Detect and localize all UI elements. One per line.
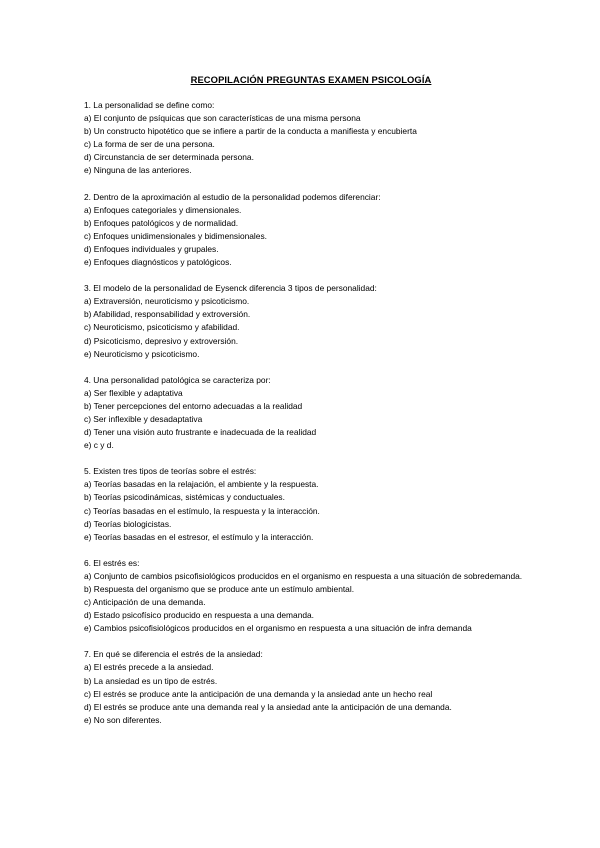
option-d: d) Teorías biologicistas.	[84, 518, 172, 529]
option-a: a) Ser flexible y adaptativa	[84, 387, 183, 398]
question-7	[84, 648, 538, 727]
option-e: e) No son diferentes.	[84, 714, 162, 725]
option-e: e) Enfoques diagnósticos y patológicos.	[84, 257, 232, 268]
question-6	[84, 557, 538, 636]
option-e: e) Teorías basadas en el estresor, el estímulo y la interacción.	[84, 531, 314, 542]
option-a: a) El conjunto de psíquicas que son características de una misma persona	[84, 113, 361, 124]
option-e: e) Cambios psicofisiológicos producidos en el organismo en respuesta a una situación de infra demanda	[84, 623, 472, 634]
option-a: a) Teorías basadas en la relajación, el ambiente y la respuesta.	[84, 479, 319, 490]
option-e: e) Ninguna de las anteriores.	[84, 165, 192, 176]
option-e: e) c y d.	[84, 440, 114, 451]
option-a: a) Extraversión, neuroticismo y psicoticismo.	[84, 296, 250, 307]
question-1	[84, 99, 538, 178]
option-b: b) La ansiedad es un tipo de estrés.	[84, 675, 218, 686]
option-d: d) Estado psicofísico producido en respuesta a una demanda.	[84, 610, 314, 621]
option-a: a) Conjunto de cambios psicofisiológicos producidos en el organismo en respuesta a una situación de sobredemanda.	[84, 570, 523, 581]
question-text: 4. Una personalidad patológica se caracteriza por:	[84, 374, 271, 385]
question-text: 1. La personalidad se define como:	[84, 100, 215, 110]
question-5	[84, 465, 538, 544]
option-c: c) Ser inflexible y desadaptativa	[84, 413, 203, 424]
option-b: b) Un constructo hipotético que se infiere a partir de la conducta a manifiesta y encubierta	[84, 126, 417, 137]
option-c: c) Enfoques unidimensionales y bidimensionales.	[84, 230, 267, 241]
question-text: 5. Existen tres tipos de teorías sobre el estrés:	[84, 466, 257, 477]
option-b: b) Afabilidad, responsabilidad y extroversión.	[84, 309, 251, 320]
question-2	[84, 191, 538, 270]
option-b: b) Tener percepciones del entorno adecuadas a la realidad	[84, 400, 303, 411]
option-b: b) Enfoques patológicos y de normalidad.	[84, 217, 239, 228]
option-c: c) La forma de ser de una persona.	[84, 139, 215, 150]
option-d: d) El estrés se produce ante una demanda real y la ansiedad ante la anticipación de una demanda.	[84, 701, 452, 712]
option-d: d) Enfoques individuales y grupales.	[84, 243, 219, 254]
option-d: d) Circunstancia de ser determinada persona.	[84, 152, 254, 163]
option-d: d) Tener una visión auto frustrante e inadecuada de la realidad	[84, 427, 317, 438]
option-b: b) Teorías psicodinámicas, sistémicas y conductuales.	[84, 492, 285, 503]
option-c: c) Teorías basadas en el estímulo, la respuesta y la interacción.	[84, 505, 320, 516]
question-text: 7. En qué se diferencia el estrés de la ansiedad:	[84, 649, 263, 660]
document-title: RECOPILACIÓN PREGUNTAS EXAMEN PSICOLOGÍA	[190, 74, 432, 85]
option-e: e) Neuroticismo y psicoticismo.	[84, 348, 200, 359]
question-text: 2. Dentro de la aproximación al estudio de la personalidad podemos diferenciar:	[84, 191, 381, 202]
question-4	[84, 374, 538, 453]
option-d: d) Psicoticismo, depresivo y extroversión.	[84, 335, 239, 346]
question-text: 3. El modelo de la personalidad de Eysenck diferencia 3 tipos de personalidad:	[84, 283, 377, 294]
option-b: b) Respuesta del organismo que se produce ante un estímulo ambiental.	[84, 584, 355, 594]
option-a: a) El estrés precede a la ansiedad.	[84, 662, 214, 673]
option-a: a) Enfoques categoriales y dimensionales.	[84, 204, 242, 215]
option-c: c) El estrés se produce ante la anticipación de una demanda y la ansiedad ante un hecho real	[84, 688, 433, 699]
option-c: c) Neuroticismo, psicoticismo y afabilidad.	[84, 322, 240, 333]
question-3	[84, 282, 538, 361]
option-c: c) Anticipación de una demanda.	[84, 597, 206, 608]
question-text: 6. El estrés es:	[84, 557, 140, 568]
